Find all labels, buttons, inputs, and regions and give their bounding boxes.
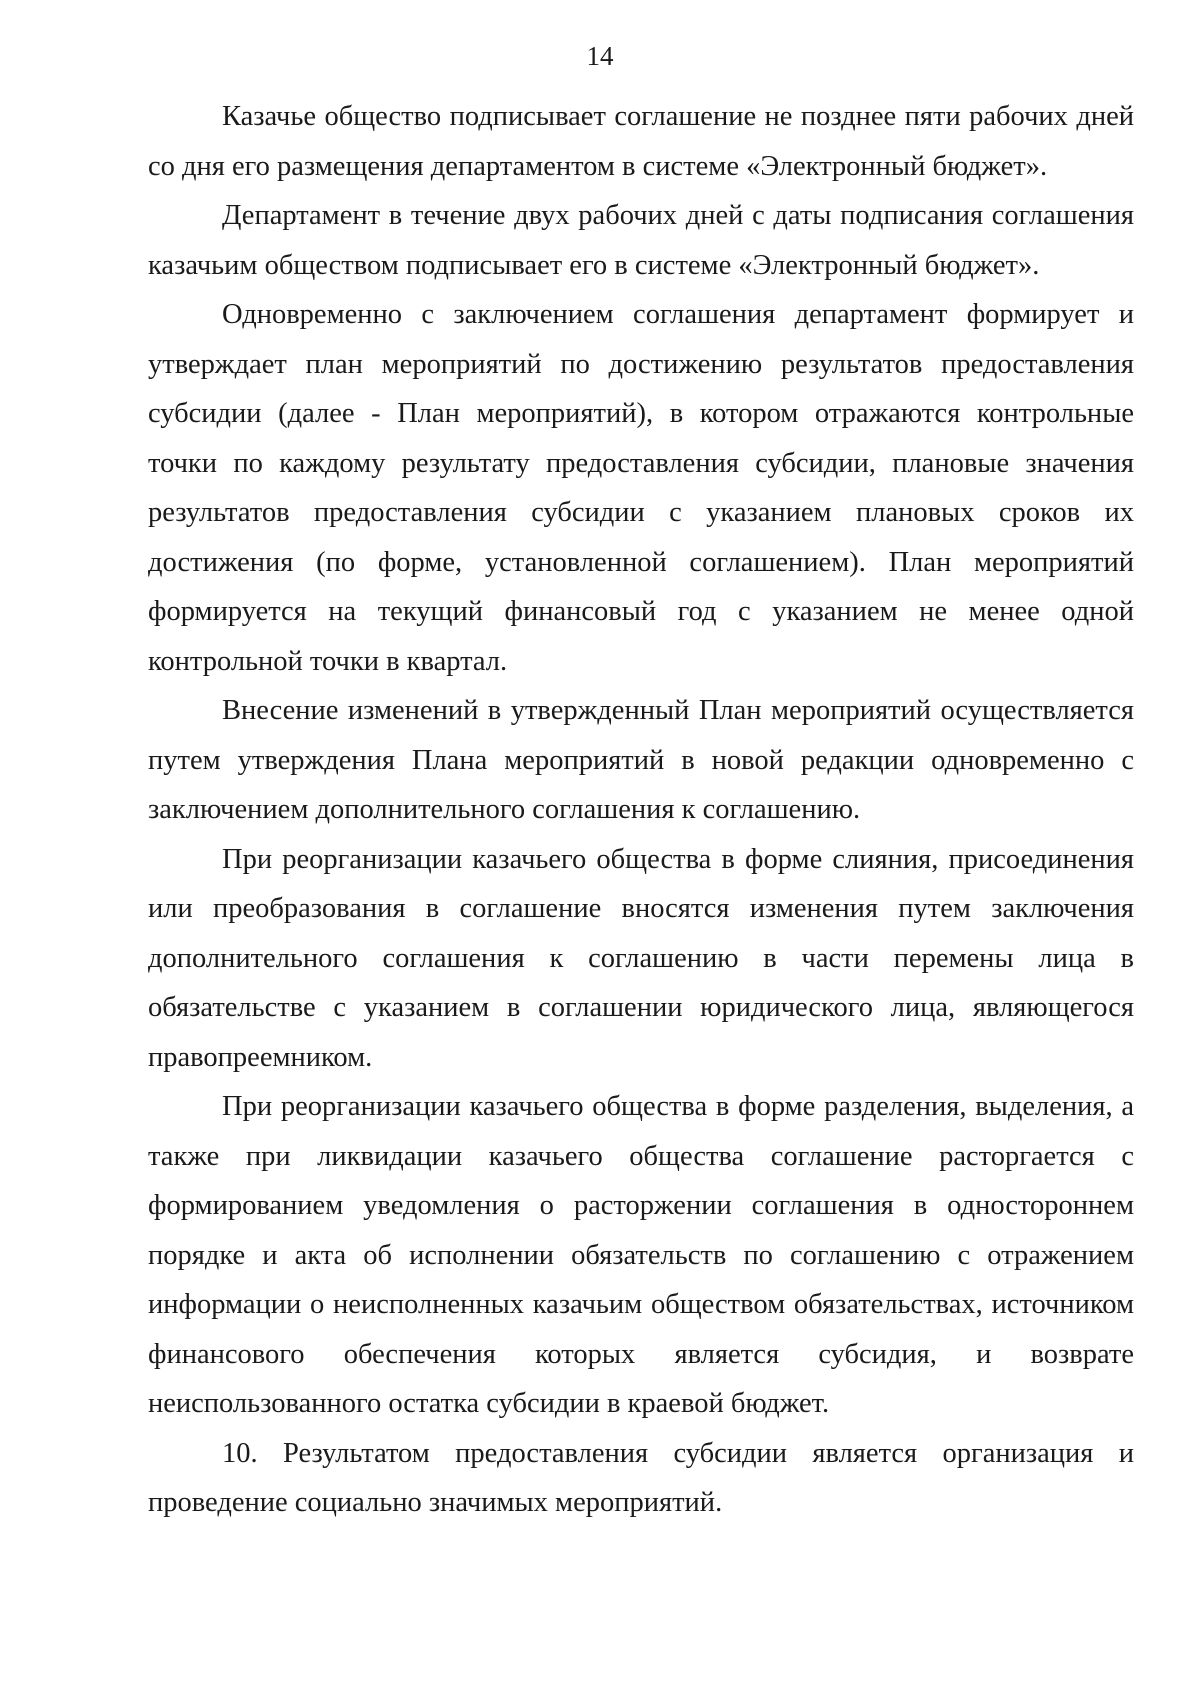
- page-number: 14: [586, 41, 614, 71]
- paragraph-signing-by-department: Департамент в течение двух рабочих дней с даты подписания соглашения казачьим обществом подписывает его в системе «Электронный бюджет».: [148, 200, 1134, 281]
- paragraph-plan-amendments: Внесение изменений в утвержденный План мероприятий осуществляется путем утверждения Плана мероприятий в новой редакции одновременно с заключением дополнительного соглашения к соглашению.: [148, 695, 1134, 825]
- paragraph-action-plan: Одновременно с заключением соглашения департамент формирует и утверждает план мероприятий по достижению результатов предоставления субсидии (далее - План мероприятий), в котором отражаются контрольные точки по каждому результату предоставления субсидии, плановые значения результатов предоставления субсидии с указанием плановых сроков их достижения (по форме, установленной соглашением). План мероприятий формируется на текущий финансовый год с указанием не менее одной контрольной точки в квартал.: [148, 299, 1134, 677]
- paragraph-subsidy-result: 10. Результатом предоставления субсидии является организация и проведение социально значимых мероприятий.: [148, 1437, 1134, 1518]
- document-body: [148, 92, 1134, 1528]
- paragraph-signing-by-society: Казачье общество подписывает соглашение не позднее пяти рабочих дней со дня его размещения департаментом в системе «Электронный бюджет».: [148, 101, 1134, 182]
- paragraph-reorganization-merger: При реорганизации казачьего общества в форме слияния, присоединения или преобразования в соглашение вносятся изменения путем заключения дополнительного соглашения к соглашению в части перемены лица в обязательстве с указанием в соглашении юридического лица, являющегося правопреемником.: [148, 843, 1134, 1073]
- paragraph-reorganization-division: При реорганизации казачьего общества в форме разделения, выделения, а также при ликвидации казачьего общества соглашение расторгается с формированием уведомления о расторжении соглашения в одностороннем порядке и акта об исполнении обязательств по соглашению с отражением информации о неисполненных казачьим обществом обязательствах, источником финансового обеспечения которых является субсидия, и возврате неиспользованного остатка субсидии в краевой бюджет.: [148, 1091, 1134, 1419]
